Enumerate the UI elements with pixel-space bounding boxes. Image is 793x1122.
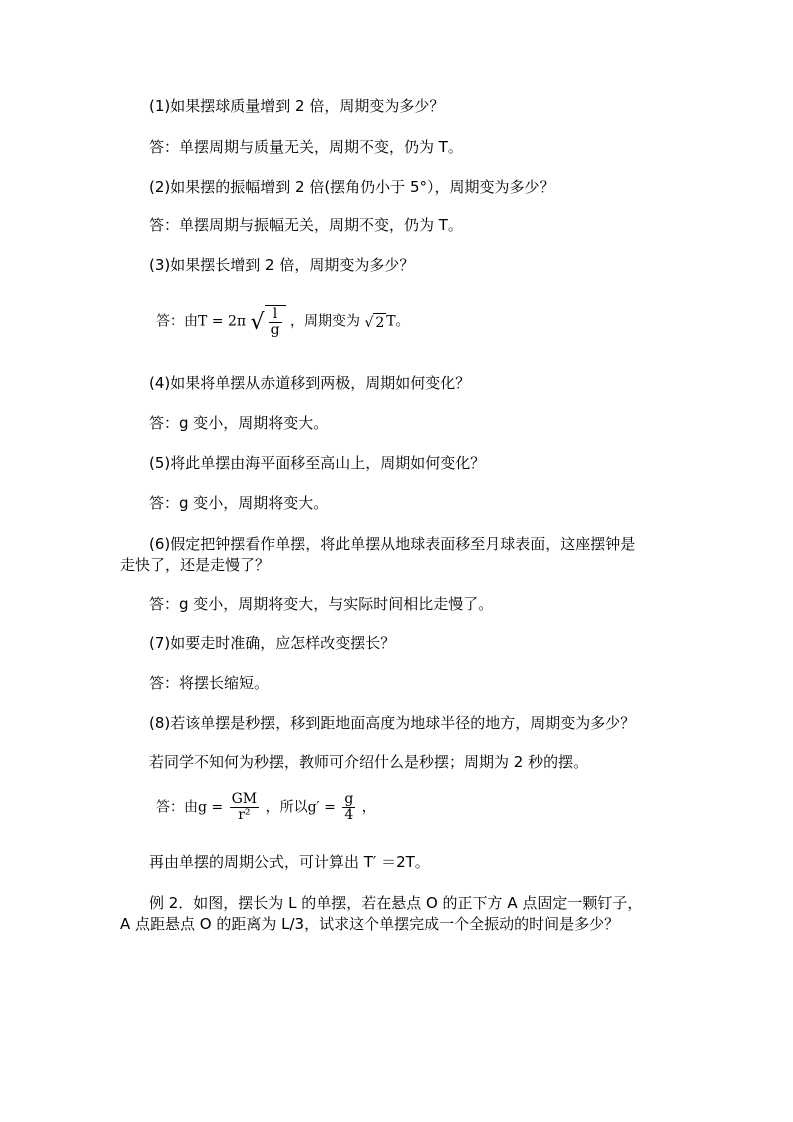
question-8: (8)若该单摆是秒摆，移到距地面高度为地球半径的地方，周期变为多少？ [149,714,636,732]
question-1: (1)如果摆球质量增到 2 倍，周期变为多少？ [149,97,445,115]
example-2-line-1: 例 2．如图，摆长为 L 的单摆，若在悬点 O 的正下方 A 点固定一颗钉子， [149,894,643,912]
answer-5: 答：g 变小，周期将变大。 [149,494,329,512]
formula-middle: ，所以g′ = [265,799,341,816]
example-2-line-2: A 点距悬点 O 的距离为 L/3，试求这个单摆完成一个全振动的时间是多少？ [120,915,620,933]
fraction-numerator: l [269,307,282,323]
answer-8-conclusion: 再由单摆的周期公式，可计算出 T′ ＝2T。 [149,853,430,871]
formula-prefix: 答：由g = [156,799,228,816]
answer-8-formula [156,792,376,823]
fraction-denominator: g [270,322,280,338]
question-5: (5)将此单摆由海平面移至高山上，周期如何变化？ [149,454,486,472]
note-8: 若同学不知何为秒摆，教师可介绍什么是秒摆；周期为 2 秒的摆。 [149,753,589,771]
question-6-line-1: (6)假定把钟摆看作单摆，将此单摆从地球表面移至月球表面，这座摆钟是 [149,535,636,553]
answer-2: 答：单摆周期与振幅无关，周期不变，仍为 T。 [149,216,463,234]
formula-prefix: 答：由T = 2π [156,313,247,330]
question-3: (3)如果摆长增到 2 倍，周期变为多少？ [149,256,415,274]
sqrt-l-over-g: √ $\frac{l}{g}$ [251,305,286,338]
answer-6: 答：g 变小，周期将变大，与实际时间相比走慢了。 [149,595,494,613]
answer-3-formula [156,305,410,338]
question-2: (2)如果摆的振幅增到 2 倍(摆角仍小于 5°），周期变为多少？ [149,178,555,196]
question-7: (7)如要走时准确，应怎样改变摆长？ [149,634,396,652]
question-4: (4)如果将单摆从赤道移到两极，周期如何变化？ [149,374,471,392]
formula-suffix: ， [361,799,376,816]
question-6-line-2: 走快了，还是走慢了？ [120,556,271,574]
answer-1: 答：单摆周期与质量无关，周期不变，仍为 T。 [149,138,463,156]
fraction-gm-over-r2: $\frac{GM}{\text{r²}}$ [231,791,258,823]
sqrt-two: √ 2 [364,314,385,331]
formula-middle: ，周期变为 [289,313,360,330]
fraction-g-over-4: $\frac{g}{4}$ [344,791,354,823]
answer-7: 答：将摆长缩短。 [149,674,270,692]
formula-suffix: T。 [386,313,410,330]
answer-4: 答：g 变小，周期将变大。 [149,414,329,432]
